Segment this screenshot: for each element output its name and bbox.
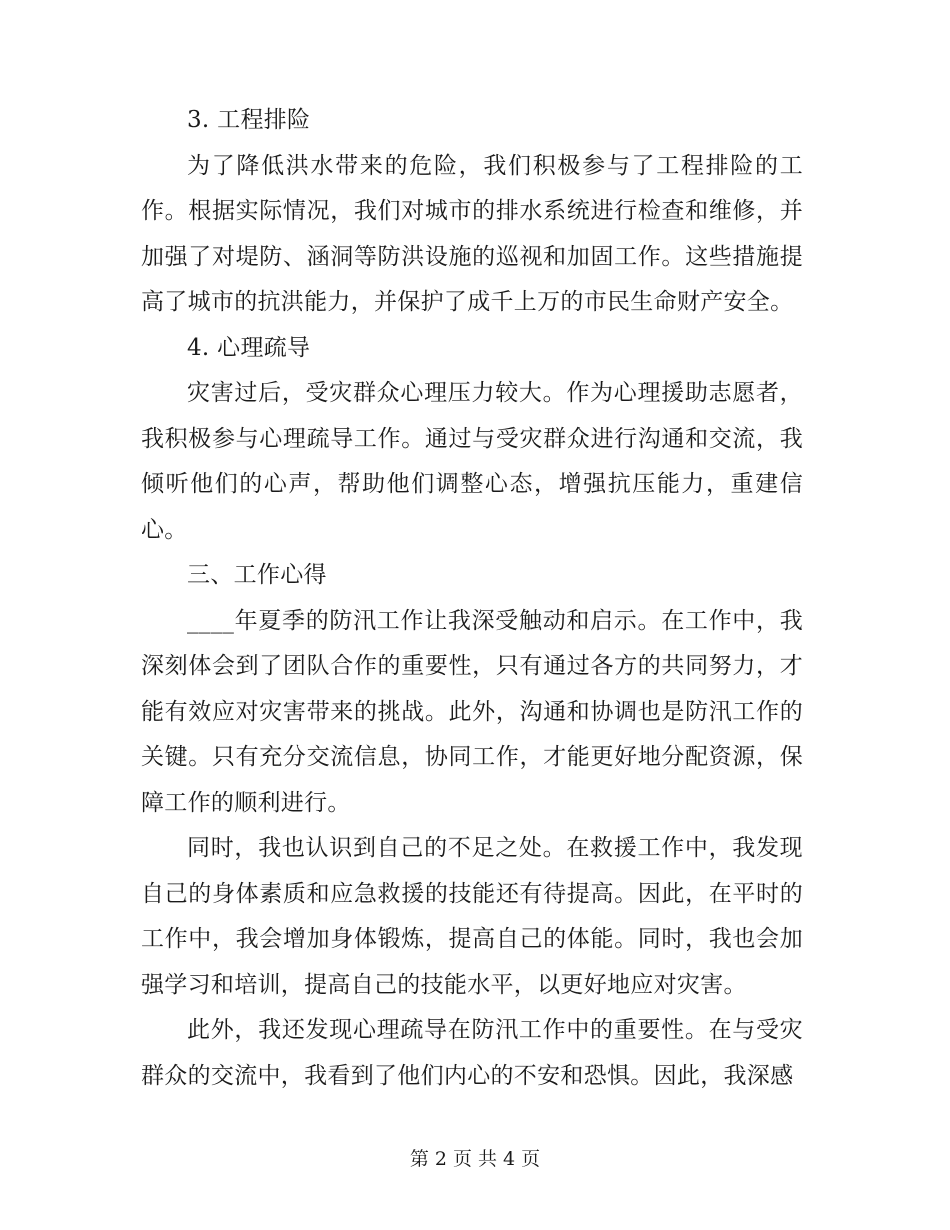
paragraph-experience-1: ____年夏季的防汛工作让我深受触动和启示。在工作中，我深刻体会到了团队合作的重要性，只有通过各方的共同努力，才能有效应对灾害带来的挑战。此外，沟通和协调也是防汛工作的关键。只有充分交流信息，协同工作，才能更好地分配资源，保障工作的顺利进行。 xyxy=(141,607,803,816)
paragraph-experience-3: 此外，我还发现心理疏导在防汛工作中的重要性。在与受灾群众的交流中，我看到了他们内心的不安和恐惧。因此，我深感 xyxy=(141,1017,803,1089)
page-number-footer: 第 2 页 共 4 页 xyxy=(409,1148,541,1170)
paragraph-counseling: 灾害过后，受灾群众心理压力较大。作为心理援助志愿者，我积极参与心理疏导工作。通过与受灾群众进行沟通和交流，我倾听他们的心声，帮助他们调整心态，增强抗压能力，重建信心。 xyxy=(141,380,803,543)
paragraph-experience-2: 同时，我也认识到自己的不足之处。在救援工作中，我发现自己的身体素质和应急救援的技能还有待提高。因此，在平时的工作中，我会增加身体锻炼，提高自己的体能。同时，我也会加强学习和培训，提高自己的技能水平，以更好地应对灾害。 xyxy=(141,835,803,998)
section-heading-counseling: 4. 心理疏导 xyxy=(187,334,311,361)
paragraph-engineering: 为了降低洪水带来的危险，我们积极参与了工程排险的工作。根据实际情况，我们对城市的排水系统进行检查和维修，并加强了对堤防、涵洞等防洪设施的巡视和加固工作。这些措施提高了城市的抗洪能力，并保护了成千上万的市民生命财产安全。 xyxy=(141,152,803,315)
document-body xyxy=(141,98,803,1099)
section-heading-experience: 三、工作心得 xyxy=(187,562,327,588)
section-heading-engineering: 3. 工程排险 xyxy=(187,107,311,133)
